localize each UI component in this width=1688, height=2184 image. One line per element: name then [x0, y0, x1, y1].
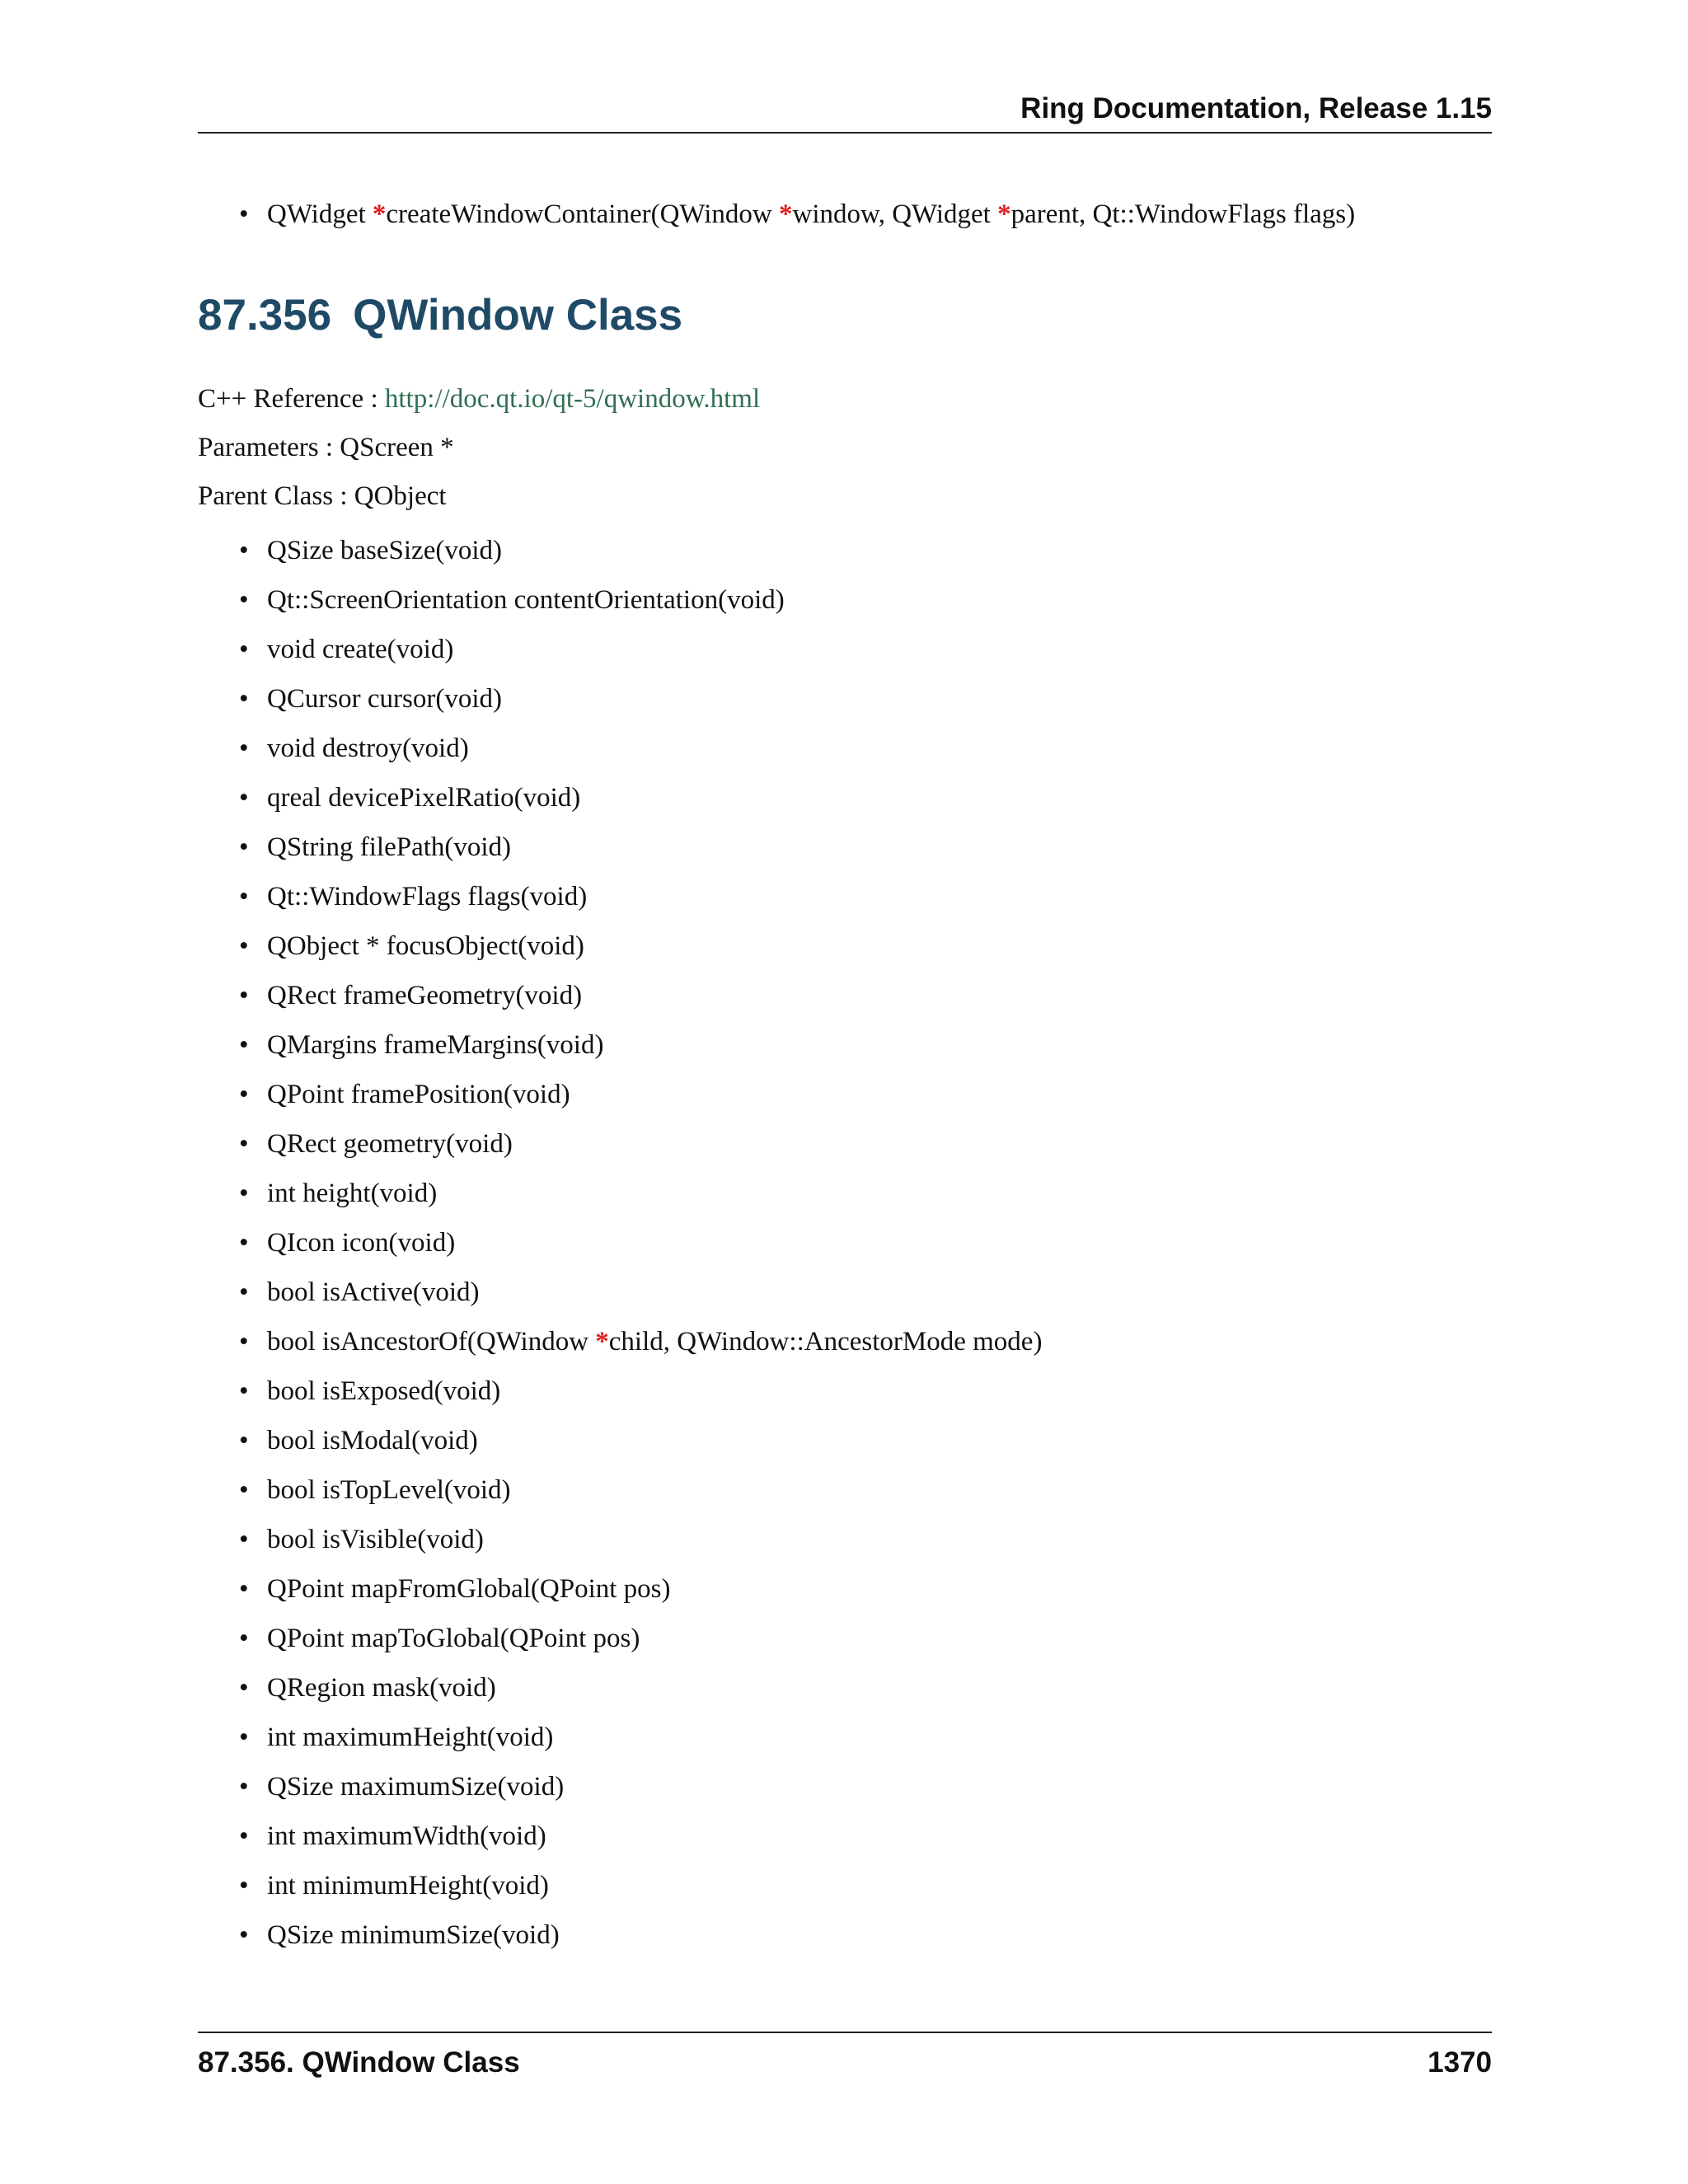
- bullet: •: [239, 536, 249, 565]
- method-item: [239, 831, 1042, 880]
- signature-text: QObject * focusObject(void): [267, 931, 584, 961]
- method-item: [239, 1177, 1042, 1226]
- previous-method-item: [239, 199, 1355, 230]
- signature-text: QCursor cursor(void): [267, 684, 503, 714]
- signature-text: QIcon icon(void): [267, 1228, 456, 1258]
- page-number: 1370: [1428, 2046, 1492, 2079]
- method-item: [239, 1572, 1042, 1622]
- signature-text: bool isActive(void): [267, 1277, 480, 1307]
- bullet: •: [239, 1722, 249, 1752]
- method-item: [239, 1375, 1042, 1424]
- method-item: [239, 1474, 1042, 1523]
- bullet: •: [239, 1228, 249, 1258]
- bullet: •: [239, 1426, 249, 1455]
- signature-text: bool isModal(void): [267, 1426, 478, 1455]
- signature-text: bool isAncestorOf(QWindow: [267, 1327, 596, 1357]
- bullet: •: [239, 1574, 249, 1604]
- method-item: [239, 1127, 1042, 1177]
- signature-text: Qt::WindowFlags flags(void): [267, 882, 588, 912]
- bullet: •: [239, 1080, 249, 1109]
- method-item: [239, 781, 1042, 831]
- method-item: [239, 1424, 1042, 1474]
- bullet: •: [239, 981, 249, 1010]
- signature-text: QRect geometry(void): [267, 1129, 513, 1159]
- bullet: •: [239, 635, 249, 664]
- signature-text: void create(void): [267, 635, 454, 664]
- cpp-reference: [198, 384, 760, 415]
- bullet: •: [239, 1525, 249, 1554]
- method-item: [239, 1671, 1042, 1721]
- signature-text: QRegion mask(void): [267, 1673, 496, 1703]
- pointer-asterisk: *: [372, 199, 387, 229]
- method-item: [239, 1820, 1042, 1869]
- method-item: [239, 583, 1042, 633]
- method-item: [239, 534, 1042, 583]
- method-item: [239, 1029, 1042, 1078]
- bullet: •: [239, 1030, 249, 1060]
- signature-text: QSize baseSize(void): [267, 536, 502, 565]
- signature-text: QString filePath(void): [267, 832, 512, 862]
- signature-text: window, QWidget: [792, 199, 998, 229]
- signature-text: QWidget: [267, 199, 373, 229]
- pointer-asterisk: *: [595, 1327, 609, 1357]
- method-item: [239, 1919, 1042, 1968]
- signature-text: void destroy(void): [267, 733, 469, 763]
- bullet: •: [239, 882, 249, 912]
- method-signature: [267, 199, 1355, 229]
- signature-text: parent, Qt::WindowFlags flags): [1010, 199, 1356, 229]
- method-item: [239, 732, 1042, 781]
- method-item: [239, 930, 1042, 979]
- signature-text: child, QWindow::AncestorMode mode): [608, 1327, 1043, 1357]
- signature-text: QMargins frameMargins(void): [267, 1030, 604, 1060]
- method-item: [239, 682, 1042, 732]
- signature-text: QSize minimumSize(void): [267, 1920, 560, 1950]
- method-item: [239, 1276, 1042, 1325]
- bullet: •: [239, 1624, 249, 1653]
- signature-text: qreal devicePixelRatio(void): [267, 783, 581, 813]
- pointer-asterisk: *: [779, 199, 793, 229]
- bullet: •: [239, 1772, 249, 1802]
- method-item: [239, 1523, 1042, 1572]
- header-title: Ring Documentation, Release 1.15: [1020, 92, 1492, 124]
- method-item: [239, 1226, 1042, 1276]
- signature-text: createWindowContainer(QWindow: [386, 199, 780, 229]
- bullet: •: [239, 684, 249, 714]
- bullet: •: [239, 1129, 249, 1159]
- bullet: •: [239, 1475, 249, 1505]
- bullet: •: [239, 1673, 249, 1703]
- parent-class-line: Parent Class : QObject: [198, 481, 447, 511]
- bullet: •: [239, 199, 249, 229]
- method-item: [239, 633, 1042, 682]
- bullet: •: [239, 1376, 249, 1406]
- signature-text: QPoint mapToGlobal(QPoint pos): [267, 1624, 640, 1653]
- method-item: [239, 1622, 1042, 1671]
- method-item: [239, 880, 1042, 930]
- running-header: [198, 89, 1492, 134]
- bullet: •: [239, 1920, 249, 1950]
- signature-text: QRect frameGeometry(void): [267, 981, 583, 1010]
- section-title: QWindow Class: [353, 291, 683, 340]
- bullet: •: [239, 931, 249, 961]
- signature-text: QPoint mapFromGlobal(QPoint pos): [267, 1574, 671, 1604]
- bullet: •: [239, 1821, 249, 1851]
- method-item: [239, 1869, 1042, 1919]
- signature-text: int maximumWidth(void): [267, 1821, 546, 1851]
- running-footer: [198, 2032, 1492, 2079]
- method-item: [239, 1078, 1042, 1127]
- bullet: •: [239, 832, 249, 862]
- signature-text: bool isTopLevel(void): [267, 1475, 511, 1505]
- bullet: •: [239, 783, 249, 813]
- signature-text: bool isExposed(void): [267, 1376, 501, 1406]
- section-number: 87.356: [198, 291, 332, 340]
- method-item: [239, 979, 1042, 1029]
- reference-label: C++ Reference :: [198, 384, 385, 414]
- method-item: [239, 1325, 1042, 1375]
- method-item: [239, 1770, 1042, 1820]
- section-heading: [198, 290, 682, 340]
- pointer-asterisk: *: [997, 199, 1011, 229]
- footer-section-title: 87.356. QWindow Class: [198, 2046, 520, 2079]
- method-item: [239, 1721, 1042, 1770]
- signature-text: int minimumHeight(void): [267, 1871, 549, 1900]
- parameters-line: Parameters : QScreen *: [198, 433, 454, 462]
- bullet: •: [239, 1327, 249, 1357]
- signature-text: bool isVisible(void): [267, 1525, 484, 1554]
- bullet: •: [239, 1179, 249, 1208]
- signature-text: int height(void): [267, 1179, 438, 1208]
- signature-text: QPoint framePosition(void): [267, 1080, 570, 1109]
- bullet: •: [239, 733, 249, 763]
- bullet: •: [239, 1871, 249, 1900]
- bullet: •: [239, 585, 249, 615]
- signature-text: Qt::ScreenOrientation contentOrientation(void): [267, 585, 785, 615]
- reference-link[interactable]: http://doc.qt.io/qt-5/qwindow.html: [384, 384, 761, 414]
- bullet: •: [239, 1277, 249, 1307]
- signature-text: int maximumHeight(void): [267, 1722, 554, 1752]
- signature-text: QSize maximumSize(void): [267, 1772, 565, 1802]
- method-list: [239, 534, 1042, 1968]
